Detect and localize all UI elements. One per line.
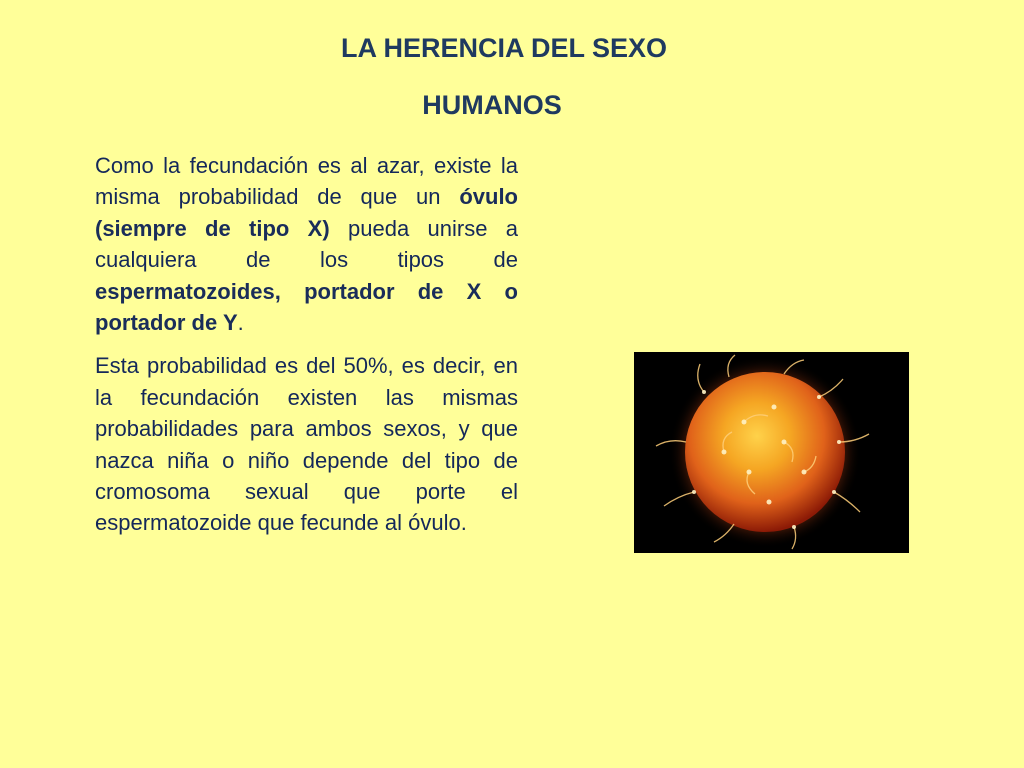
paragraph-1 (95, 150, 518, 338)
slide-subtitle: HUMANOS (422, 90, 562, 120)
fertilized-egg-image (634, 352, 909, 553)
paragraph-1-bold-ovulo: óvulo (siempre de tipo X) (95, 184, 518, 241)
paragraph-2: Esta probabilidad es del 50%, es decir, en la fecundación existen las mismas probabilidades para ambos sexos, y que nazca niña o niño depende del tipo de cromosoma sexual que porte el espermatozoide que fecunde al óvulo. (95, 353, 518, 536)
paragraph-1-part-1: Como la fecundación es al azar, existe la misma probabilidad de que un (95, 153, 518, 210)
body-text (95, 150, 518, 539)
paragraph-1-part-3: . (237, 310, 244, 336)
paragraph-1-bold-espermatozoides: espermatozoides, portador de X o portador de Y (95, 278, 518, 336)
slide-title: LA HERENCIA DEL SEXO (340, 33, 668, 63)
fertilized-egg-photo (634, 352, 909, 553)
paragraph-1-part-2: pueda unirse a cualquiera de los tipos de (95, 215, 518, 273)
